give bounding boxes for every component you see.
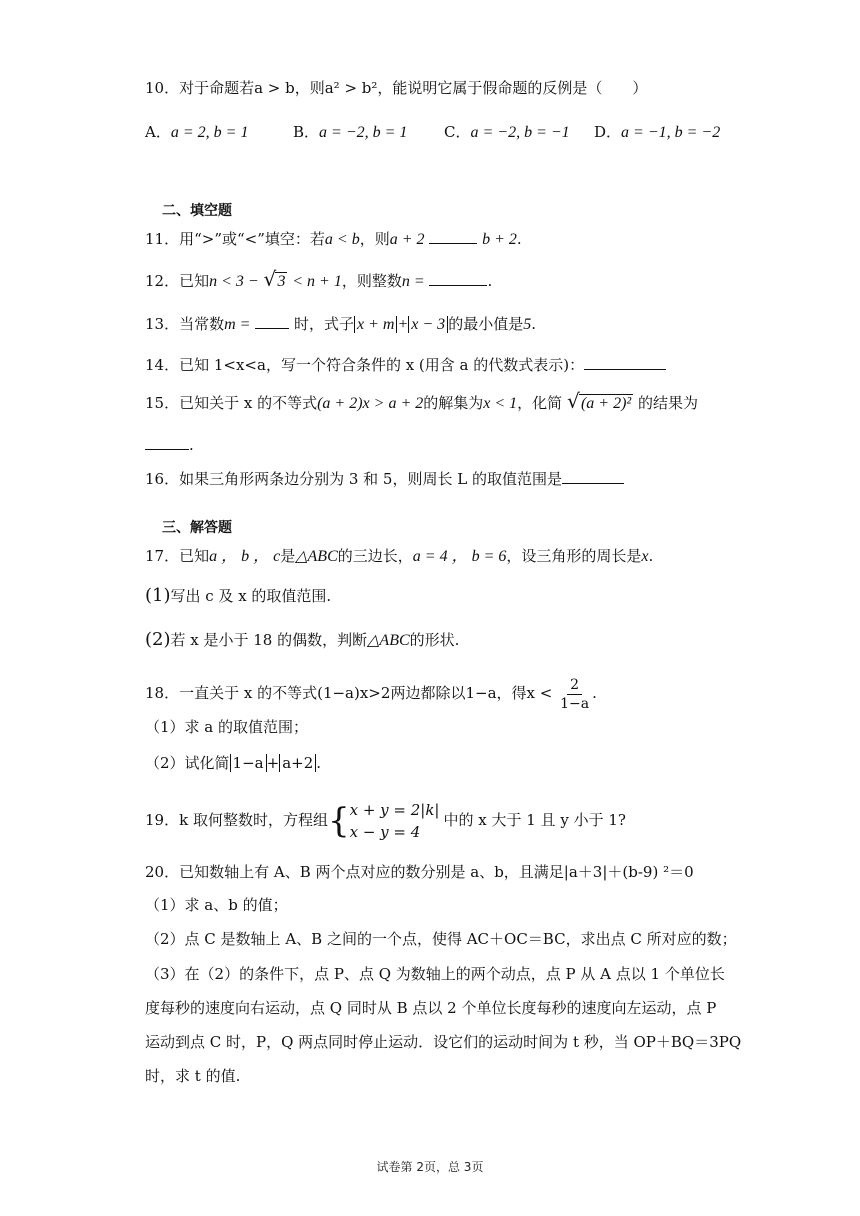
q10-option-a: A．a = 2, b = 1 [145, 123, 249, 141]
q10-option-b: B．a = −2, b = 1 [293, 123, 408, 141]
q18-fraction: $\frac{2}{1-a}$ [560, 676, 590, 712]
q15-answer-line: . [145, 434, 194, 456]
q20-part3-line2: 度每秒的速度向右运动，点 Q 同时从 B 点以 2 个单位长度每秒的速度向左运动，点 P [145, 999, 717, 1017]
q10-option-c: C．a = −2, b = −1 [444, 123, 570, 141]
equation-system: x + y = 2|k| x − y = 4 [349, 801, 440, 841]
q15: 15．已知关于 x 的不等式(a + 2)x > a + 2的解集为x < 1，化简 √ (a + 2)² 的结果为 [145, 389, 699, 413]
q20-stem: 20．已知数轴上有 A、B 两个点对应的数分别是 a、b，且满足|a＋3|＋(b-9) ²＝0 [145, 863, 694, 881]
q11-answer-blank [429, 229, 477, 244]
q16-answer-blank [562, 469, 624, 484]
q12-answer-blank [429, 271, 487, 286]
page-footer: 试卷第 2页，总 3页 [376, 1160, 484, 1174]
q18-part2: （2）试化简 1−a + a+2 . [145, 754, 322, 772]
q19: 19．k 取何整数时，方程组{ x + y = 2|k| x − y = 4 中的 x 大于 1 且 y 小于 1? [145, 801, 626, 841]
q17-part2: (2)若 x 是小于 18 的偶数，判断△ABC的形状. [145, 629, 460, 650]
q20-part3-line4: 时，求 t 的值. [145, 1067, 241, 1085]
q14-answer-blank [584, 355, 666, 370]
q16: 16．如果三角形两条边分别为 3 和 5，则周长 L 的取值范围是 [145, 468, 624, 490]
q20-part1: （1）求 a、b 的值； [145, 896, 288, 914]
q20-part3-line3: 运动到点 C 时，P，Q 两点同时停止运动．设它们的运动时间为 t 秒，当 OP＋BQ＝3PQ [145, 1033, 742, 1051]
q10-option-d: D．a = −1, b = −2 [594, 123, 721, 141]
q17-stem: 17．已知a ， b ， c是△ABC的三边长，a = 4 ， b = 6，设三角形的周长是x. [145, 547, 654, 565]
q11: 11．用“>”或“<”填空：若a < b，则a + 2 b + 2. [145, 230, 522, 248]
q10-stem: 10．对于命题若a > b，则a² > b²，能说明它属于假命题的反例是（ ） [145, 79, 648, 97]
q18-stem: 18．一直关于 x 的不等式(1−a)x>2两边都除以1−a，得x < $\frac{2}{1-a}$ . [145, 676, 597, 712]
q14: 14．已知 1<x<a，写一个符合条件的 x (用含 a 的代数式表示)： [145, 354, 666, 376]
q20-part3-line1: （3）在（2）的条件下，点 P、点 Q 为数轴上的两个动点，点 P 从 A 点以 1 个单位长 [145, 965, 725, 983]
left-brace: { [327, 801, 350, 841]
q17-part1: (1)写出 c 及 x 的取值范围. [145, 585, 332, 606]
sqrt-symbol: √ (a + 2)² [566, 389, 632, 413]
section-heading-fill-blank: 二、填空题 [162, 203, 232, 219]
q13-answer-blank [255, 314, 289, 329]
q12: 12．已知n < 3 − √ 3 < n + 1，则整数n = . [145, 267, 493, 291]
q15-answer-blank [145, 435, 189, 450]
section-heading-solve: 三、解答题 [162, 520, 232, 536]
q13: 13．当常数m = 时，式子 x + m + x − 3 的最小值是5. [145, 315, 536, 333]
sqrt-symbol: √ 3 [263, 267, 286, 291]
q20-part2: （2）点 C 是数轴上 A、B 之间的一个点，使得 AC＋OC＝BC，求出点 C 所对应的数； [145, 930, 737, 948]
q18-part1: （1）求 a 的取值范围； [145, 718, 309, 736]
